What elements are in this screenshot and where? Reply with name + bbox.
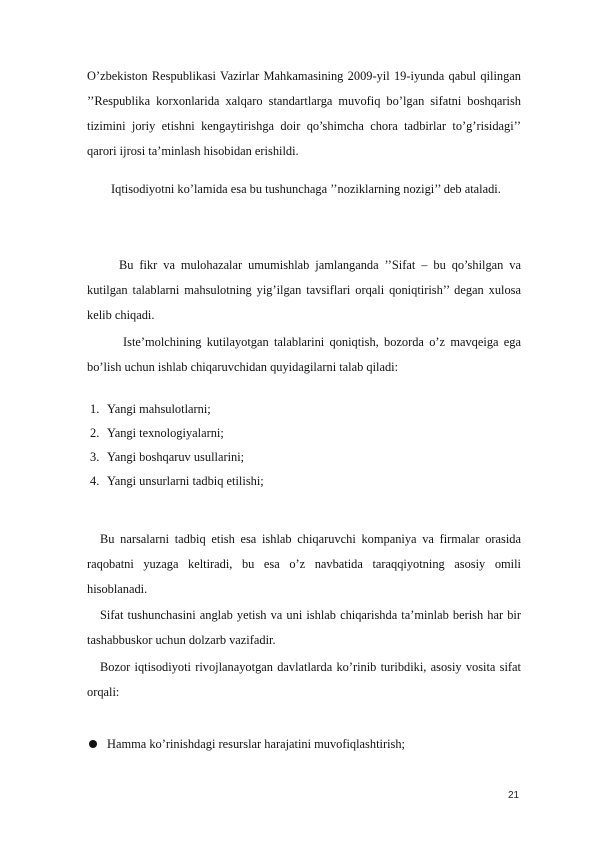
page-number: 21 — [508, 790, 520, 801]
paragraph-market-economy: Bozor iqtisodiyoti rivojlanayotgan davlatlarda ko’rinib turibdiki, asosiy vosita sifat orqali: — [87, 660, 521, 699]
paragraph-quality-definition: Bu fikr va mulohazalar umumishlab jamlanganda ’’Sifat – bu qo’shilgan va kutilgan talablarni mahsulotning yig’ilgan tavsiflari orqali qoniqtirish’’ degan xulosa kelib chiqadi. — [87, 258, 521, 322]
paragraph-decree: O’zbekiston Respublikasi Vazirlar Mahkamasining 2009-yil 19-iyunda qabul qilingan ’’Respublika korxonlarida xalqaro standartlarga muvofiq bo’lgan sifatni boshqarish tizimini joriy etishni kengaytirishga doir qo’shimcha chora tadbirlar to’g’risidagi’’ qarori ijrosi ta’minlash hisobidan erishildi. — [87, 69, 521, 158]
list-item — [90, 469, 264, 493]
paragraph-consumer-requirements: Iste’molchining kutilayotgan talablarini qoniqtish, bozorda o’z mavqeiga ega bo’lish uchun ishlab chiqaruvchidan quyidagilarni talab qiladi: — [87, 335, 521, 374]
paragraph-competition: Bu narsalarni tadbiq etish esa ishlab chiqaruvchi kompaniya va firmalar orasida raqobatni yuzaga keltiradi, bu esa o’z navbatida taraqqiyotning asosiy omili hisoblanadi. — [87, 532, 521, 596]
list-text: Yangi unsurlarni tadbiq etilishi; — [107, 474, 264, 488]
list-item — [90, 421, 224, 445]
list-item — [90, 397, 211, 421]
list-number: 2. — [90, 426, 100, 440]
bullet-item — [87, 732, 405, 756]
list-number: 1. — [90, 402, 100, 416]
bullet-dot-icon — [89, 740, 97, 748]
paragraph-economics-term: Iqtisodiyotni ko’lamida esa bu tushunchaga ’’noziklarning nozigi’’ deb ataladi. — [111, 182, 501, 196]
list-text: Yangi mahsulotlarni; — [107, 402, 211, 416]
list-text: Yangi texnologiyalarni; — [107, 426, 224, 440]
paragraph-quality-concept: Sifat tushunchasini anglab yetish va uni ishlab chiqarishda ta’minlab berish har bir tashabbuskor uchun dolzarb vazifadir. — [87, 608, 521, 647]
bullet-text: Hamma ko’rinishdagi resurslar harajatini muvofiqlashtirish; — [107, 737, 405, 751]
list-text: Yangi boshqaruv usullarini; — [107, 450, 245, 464]
list-number: 3. — [90, 450, 100, 464]
list-item — [90, 445, 244, 469]
list-number: 4. — [90, 474, 100, 488]
